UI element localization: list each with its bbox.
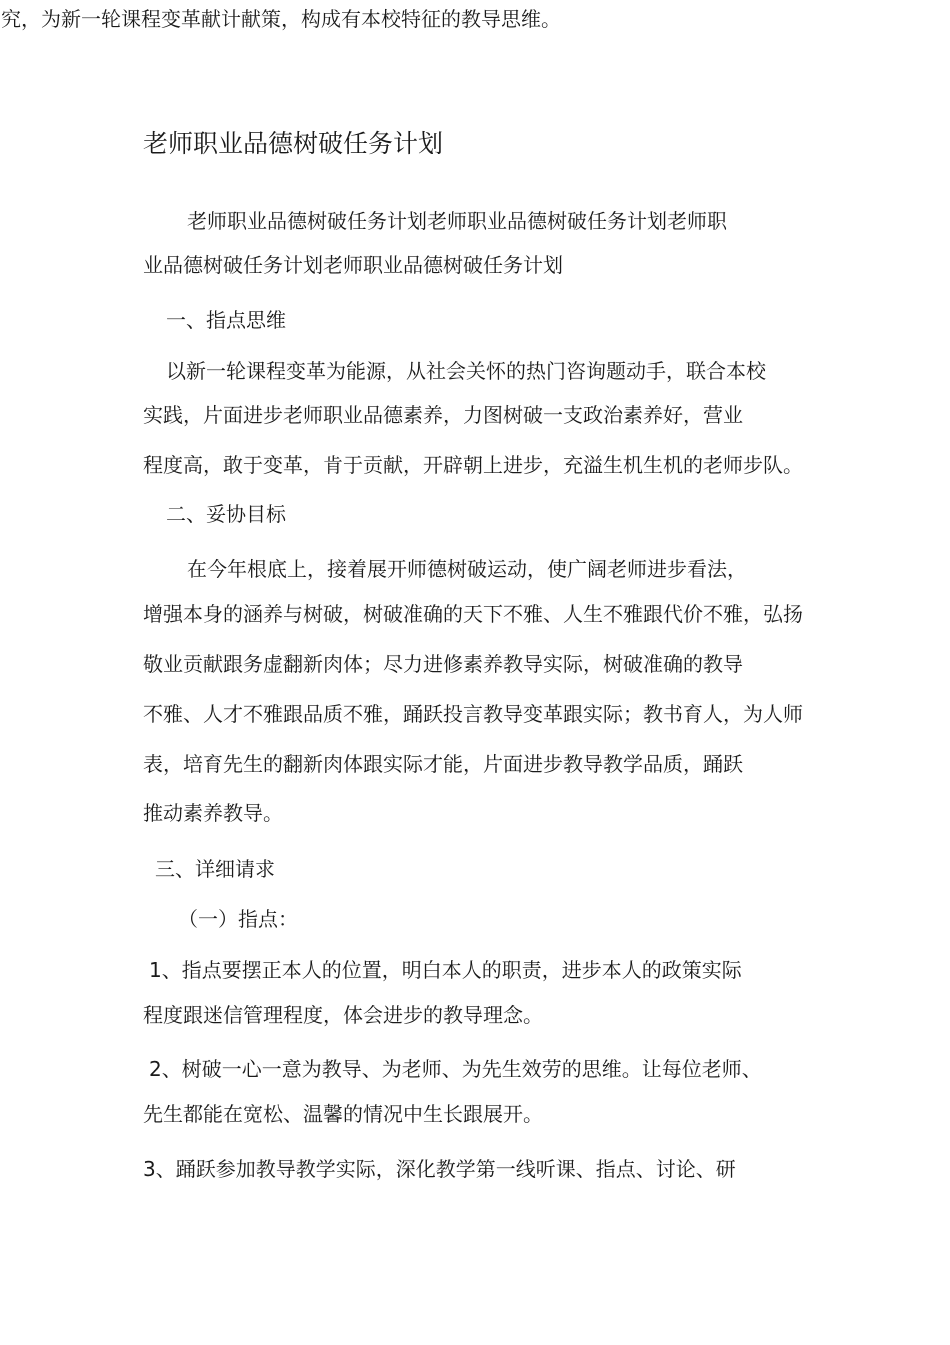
goals-line-6: 推动素养教导。 [143,801,283,825]
document-title: 老师职业品德树破任务计划 [143,129,444,158]
goals-line-4: 不雅、人才不雅跟品质不雅，踊跃投言教导变革跟实际；教书育人，为人师 [143,702,803,726]
guidance-line-1: 以新一轮课程变革为能源，从社会关怀的热门咨询题动手，联合本校 [166,359,766,383]
item-1-line-1: 1、指点要摆正本人的位置，明白本人的职责，进步本人的政策实际 [149,958,742,982]
section-heading-guidance: 一、指点思维 [166,308,286,332]
sub-heading-leadership: （一）指点： [178,907,298,931]
intro-line-1: 老师职业品德树破任务计划老师职业品德树破任务计划老师职 [187,209,727,233]
goals-line-2: 增强本身的涵养与树破，树破准确的天下不雅、人生不雅跟代价不雅，弘扬 [143,602,803,626]
item-2-line-1: 2、树破一心一意为教导、为老师、为先生效劳的思维。让每位老师、 [149,1057,762,1081]
section-heading-goals: 二、妥协目标 [166,502,286,526]
goals-line-3: 敬业贡献跟务虚翻新肉体；尽力进修素养教导实际，树破准确的教导 [143,652,743,676]
goals-line-1: 在今年根底上，接着展开师德树破运动，使广阔老师进步看法， [187,557,747,581]
intro-line-2: 业品德树破任务计划老师职业品德树破任务计划 [143,253,563,277]
section-heading-requirements: 三、详细请求 [155,857,275,881]
item-3-line-1: 3、踊跃参加教导教学实际，深化教学第一线听课、指点、讨论、研 [143,1157,736,1181]
guidance-line-3: 程度高，敢于变革，肯于贡献，开辟朝上进步，充溢生机生机的老师步队。 [143,453,803,477]
carryover-line: 究，为新一轮课程变革献计献策，构成有本校特征的教导思维。 [1,7,561,31]
item-2-line-2: 先生都能在宽松、温馨的情况中生长跟展开。 [143,1102,543,1126]
guidance-line-2: 实践，片面进步老师职业品德素养，力图树破一支政治素养好，营业 [143,403,743,427]
goals-line-5: 表，培育先生的翻新肉体跟实际才能，片面进步教导教学品质，踊跃 [143,752,743,776]
item-1-line-2: 程度跟迷信管理程度，体会进步的教导理念。 [143,1003,543,1027]
